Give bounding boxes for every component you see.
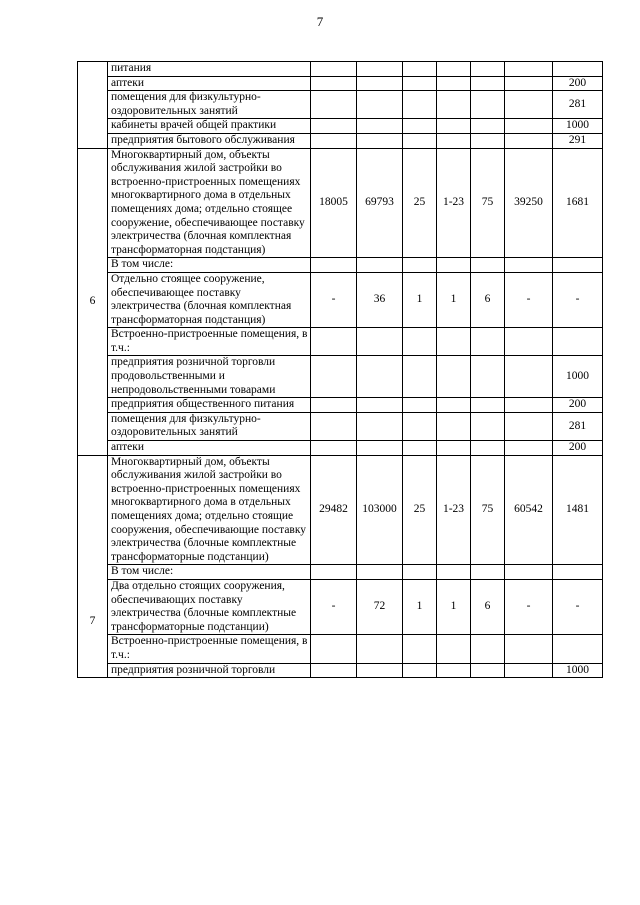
row-description: Два отдельно стоящих сооружения, обеспечивающих поставку электричества (блочные комплектные трансформаторные подстанции) xyxy=(108,579,311,634)
value-cell xyxy=(471,91,505,119)
value-cell xyxy=(311,635,357,663)
table-body xyxy=(78,62,603,678)
value-cell xyxy=(311,356,357,398)
table-row xyxy=(78,91,603,119)
value-cell xyxy=(505,412,553,440)
value-cell: 69793 xyxy=(357,148,403,258)
value-cell: 6 xyxy=(471,579,505,634)
value-cell: 1 xyxy=(403,272,437,327)
value-cell xyxy=(505,441,553,456)
value-cell xyxy=(505,76,553,91)
value-cell xyxy=(437,62,471,77)
value-cell: 1-23 xyxy=(437,455,471,565)
value-cell xyxy=(505,91,553,119)
value-cell: - xyxy=(505,272,553,327)
value-cell xyxy=(471,133,505,148)
value-cell xyxy=(311,398,357,413)
value-cell: 1 xyxy=(403,579,437,634)
value-cell: 25 xyxy=(403,455,437,565)
value-cell: 1 xyxy=(437,579,471,634)
table-row xyxy=(78,133,603,148)
value-cell xyxy=(437,356,471,398)
value-cell xyxy=(311,328,357,356)
value-cell xyxy=(471,119,505,134)
group-number-cell: 6 xyxy=(78,148,108,455)
value-cell: 75 xyxy=(471,148,505,258)
value-cell xyxy=(505,663,553,678)
value-cell xyxy=(553,635,603,663)
value-cell: 39250 xyxy=(505,148,553,258)
table-row xyxy=(78,635,603,663)
value-cell xyxy=(437,76,471,91)
value-cell xyxy=(437,565,471,580)
value-cell xyxy=(311,119,357,134)
data-table xyxy=(77,61,603,678)
value-cell: 75 xyxy=(471,455,505,565)
row-description: В том числе: xyxy=(108,565,311,580)
value-cell xyxy=(357,62,403,77)
row-description: предприятия общественного питания xyxy=(108,398,311,413)
value-cell: 60542 xyxy=(505,455,553,565)
value-cell xyxy=(357,398,403,413)
value-cell xyxy=(357,441,403,456)
row-description: предприятия розничной торговли продовольственными и непродовольственными товарами xyxy=(108,356,311,398)
value-cell: - xyxy=(311,579,357,634)
value-cell xyxy=(403,635,437,663)
value-cell xyxy=(505,62,553,77)
table-row xyxy=(78,119,603,134)
value-cell: 1000 xyxy=(553,663,603,678)
value-cell xyxy=(357,412,403,440)
value-cell xyxy=(357,119,403,134)
value-cell xyxy=(471,398,505,413)
table-row xyxy=(78,62,603,77)
value-cell xyxy=(311,565,357,580)
value-cell xyxy=(403,565,437,580)
value-cell xyxy=(505,119,553,134)
value-cell xyxy=(471,258,505,273)
value-cell: 1681 xyxy=(553,148,603,258)
value-cell xyxy=(311,76,357,91)
value-cell xyxy=(403,663,437,678)
row-description: аптеки xyxy=(108,76,311,91)
value-cell xyxy=(403,119,437,134)
value-cell xyxy=(437,119,471,134)
value-cell: 36 xyxy=(357,272,403,327)
table-row xyxy=(78,272,603,327)
value-cell xyxy=(311,441,357,456)
value-cell: 6 xyxy=(471,272,505,327)
value-cell: 1481 xyxy=(553,455,603,565)
row-description: Встроенно-пристроенные помещения, в т.ч.: xyxy=(108,635,311,663)
table-row xyxy=(78,663,603,678)
value-cell xyxy=(505,328,553,356)
value-cell xyxy=(357,133,403,148)
value-cell xyxy=(403,356,437,398)
value-cell xyxy=(471,412,505,440)
value-cell xyxy=(505,635,553,663)
table-row xyxy=(78,148,603,258)
value-cell xyxy=(403,76,437,91)
value-cell: 281 xyxy=(553,91,603,119)
value-cell xyxy=(403,258,437,273)
value-cell: 281 xyxy=(553,412,603,440)
value-cell xyxy=(437,328,471,356)
row-description: Отдельно стоящее сооружение, обеспечивающее поставку электричества (блочная комплектная трансформаторная подстанция) xyxy=(108,272,311,327)
value-cell: 18005 xyxy=(311,148,357,258)
value-cell xyxy=(437,663,471,678)
value-cell xyxy=(437,441,471,456)
value-cell xyxy=(311,663,357,678)
row-description: предприятия розничной торговли xyxy=(108,663,311,678)
value-cell: 200 xyxy=(553,76,603,91)
value-cell xyxy=(311,62,357,77)
group-number-cell xyxy=(78,62,108,149)
value-cell xyxy=(357,76,403,91)
value-cell: 72 xyxy=(357,579,403,634)
value-cell xyxy=(553,565,603,580)
value-cell: 1-23 xyxy=(437,148,471,258)
table-row xyxy=(78,76,603,91)
value-cell xyxy=(471,663,505,678)
row-description: помещения для физкультурно-оздоровительных занятий xyxy=(108,91,311,119)
table-row xyxy=(78,328,603,356)
value-cell xyxy=(357,328,403,356)
value-cell xyxy=(311,133,357,148)
value-cell xyxy=(505,356,553,398)
value-cell xyxy=(437,91,471,119)
value-cell xyxy=(553,62,603,77)
table-row xyxy=(78,398,603,413)
value-cell: 291 xyxy=(553,133,603,148)
value-cell xyxy=(471,441,505,456)
value-cell xyxy=(437,635,471,663)
value-cell: 200 xyxy=(553,441,603,456)
group-number-cell: 7 xyxy=(78,455,108,678)
value-cell: 200 xyxy=(553,398,603,413)
value-cell: 1000 xyxy=(553,356,603,398)
value-cell xyxy=(357,565,403,580)
value-cell xyxy=(505,398,553,413)
row-description: Многоквартирный дом, объекты обслуживания жилой застройки во встроенно-пристроенных помещениях многоквартирного дома в отдельных помещениях дома; отдельно стоящие сооружения, обеспечивающие поставку электричества (блочные комплектные трансформаторные подстанции) xyxy=(108,455,311,565)
value-cell xyxy=(437,398,471,413)
value-cell xyxy=(311,412,357,440)
value-cell xyxy=(357,258,403,273)
value-cell xyxy=(403,91,437,119)
value-cell: 29482 xyxy=(311,455,357,565)
table-row xyxy=(78,579,603,634)
table-row xyxy=(78,455,603,565)
value-cell xyxy=(437,412,471,440)
row-description: помещения для физкультурно-оздоровительных занятий xyxy=(108,412,311,440)
value-cell xyxy=(505,258,553,273)
value-cell xyxy=(437,258,471,273)
value-cell xyxy=(403,133,437,148)
value-cell: 1 xyxy=(437,272,471,327)
table-row xyxy=(78,258,603,273)
value-cell xyxy=(471,76,505,91)
value-cell xyxy=(553,258,603,273)
value-cell xyxy=(471,635,505,663)
row-description: В том числе: xyxy=(108,258,311,273)
table-row xyxy=(78,356,603,398)
value-cell xyxy=(505,565,553,580)
value-cell: - xyxy=(505,579,553,634)
value-cell xyxy=(357,635,403,663)
page-number: 7 xyxy=(316,14,324,29)
row-description: питания xyxy=(108,62,311,77)
value-cell xyxy=(357,91,403,119)
value-cell: - xyxy=(311,272,357,327)
value-cell: - xyxy=(553,272,603,327)
value-cell xyxy=(311,258,357,273)
value-cell xyxy=(471,565,505,580)
value-cell xyxy=(403,398,437,413)
row-description: предприятия бытового обслуживания xyxy=(108,133,311,148)
table-row xyxy=(78,565,603,580)
value-cell: 103000 xyxy=(357,455,403,565)
value-cell xyxy=(403,62,437,77)
value-cell xyxy=(471,328,505,356)
value-cell xyxy=(357,356,403,398)
value-cell: - xyxy=(553,579,603,634)
value-cell xyxy=(311,91,357,119)
value-cell xyxy=(357,663,403,678)
value-cell xyxy=(471,356,505,398)
value-cell xyxy=(505,133,553,148)
value-cell: 1000 xyxy=(553,119,603,134)
table-row xyxy=(78,441,603,456)
value-cell xyxy=(403,328,437,356)
row-description: Многоквартирный дом, объекты обслуживания жилой застройки во встроенно-пристроенных помещениях многоквартирного дома в отдельных помещениях дома; отдельно стоящее сооружение, обеспечивающее поставку электричества (блочная комплектная трансформаторная подстанция) xyxy=(108,148,311,258)
value-cell xyxy=(471,62,505,77)
value-cell xyxy=(437,133,471,148)
table-row xyxy=(78,412,603,440)
row-description: аптеки xyxy=(108,441,311,456)
value-cell: 25 xyxy=(403,148,437,258)
value-cell xyxy=(553,328,603,356)
value-cell xyxy=(403,412,437,440)
row-description: Встроенно-пристроенные помещения, в т.ч.: xyxy=(108,328,311,356)
row-description: кабинеты врачей общей практики xyxy=(108,119,311,134)
value-cell xyxy=(403,441,437,456)
